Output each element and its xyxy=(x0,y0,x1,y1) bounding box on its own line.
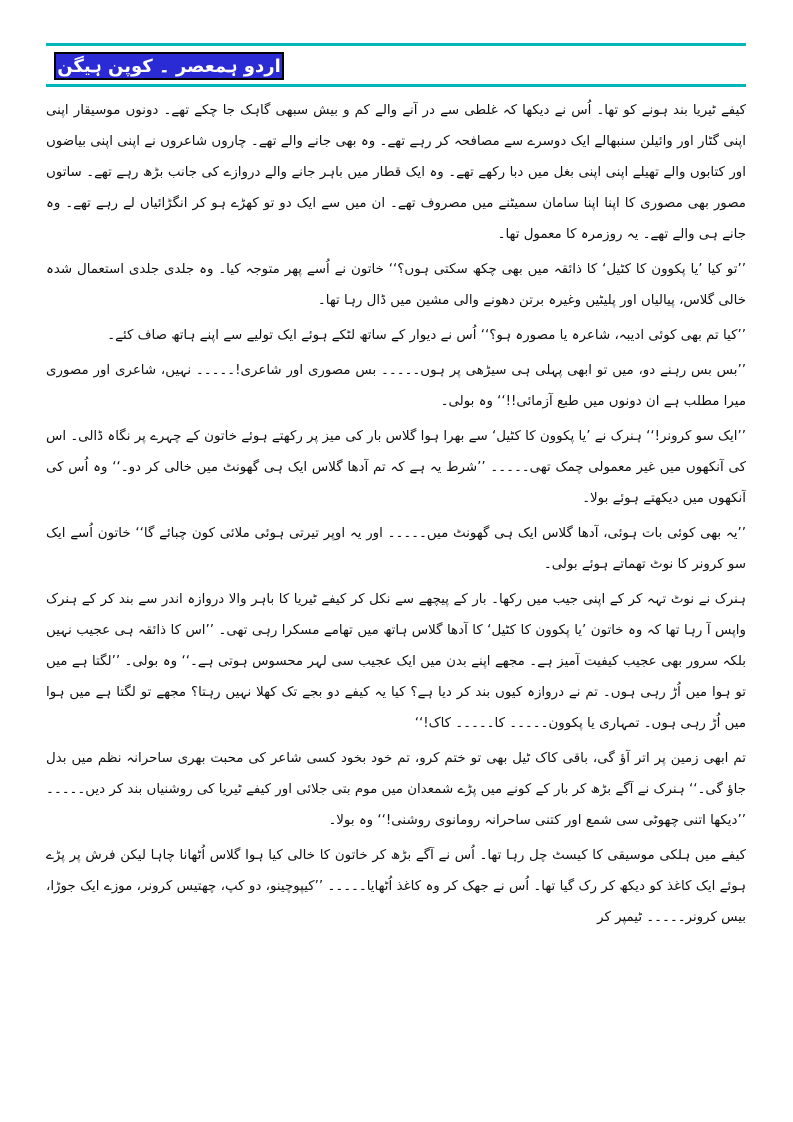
paragraph-6: ’’یہ بھی کوئی بات ہوئی، آدھا گلاس ایک ہی گھونٹ میں۔۔۔۔۔ اور یہ اوپر تیرتی ہوئی ملائی کون چبائے گا‘‘ خاتون اُسے ایک سو کرونر کا نوٹ تھماتے ہوئے بولی۔ xyxy=(46,526,746,572)
paragraph-4: ’’بس بس رہنے دو، میں تو ابھی پہلی ہی سیڑھی پر ہوں۔۔۔۔۔ بس مصوری اور شاعری!۔۔۔۔۔ نہیں، شاعری اور مصوری میرا مطلب ہے ان دونوں میں طبع آزمائی!!‘‘ وہ بولی۔ xyxy=(46,363,746,409)
header-rule-bottom xyxy=(46,84,746,87)
paragraph-9: کیفے میں ہلکی موسیقی کا کیسٹ چل رہا تھا۔ اُس نے آگے بڑھ کر خاتون کا خالی کیا ہوا گلاس اُٹھانا چاہا لیکن فرش پر پڑے ہوئے ایک کاغذ کو دیکھ کر رک گیا تھا۔ اُس نے جھک کر وہ کاغذ اُٹھایا۔۔۔۔۔ ’’کیپوچینو، دو کپ، چھتیس کرونر، موزے ایک جوڑا، بیس کرونر۔۔۔۔۔ ٹیمپر کر xyxy=(46,848,746,925)
header-title-box xyxy=(54,52,284,80)
paragraph-1: کیفے ٹیریا بند ہونے کو تھا۔ اُس نے دیکھا کہ غلطی سے در آنے والے کم و بیش سبھی گاہک جا چکے تھے۔ دونوں موسیقار اپنی اپنی گٹار اور وائیلن سنبھالے ایک دوسرے سے مصافحہ کر رہے تھے۔ وہ بھی جانے والے تھے۔ چاروں شاعروں نے اپنی اپنی بیاضوں اور کتابوں والے تھیلے اپنی اپنی بغل میں دبا رکھے تھے۔ وہ ایک قطار میں باہر جانے والے دروازے کی جانب بڑھ رہے تھے۔ ساتوں مصور بھی مصوری کا اپنا اپنا سامان سمیٹنے میں مصروف تھے۔ ان میں سے ایک دو تو کھڑے ہو کر انگڑائیاں لے رہے تھے۔ وہ جانے ہی والے تھے۔ یہ روزمرہ کا معمول تھا۔ xyxy=(46,103,746,242)
paragraph-5: ’’ایک سو کرونر!‘‘ ہنرک نے ’یا پکوون کا کٹیل‘ سے بھرا ہوا گلاس بار کی میز پر رکھتے ہوئے خاتون کے چہرے پر نگاہ ڈالی۔ اس کی آنکھوں میں غیر معمولی چمک تھی۔۔۔۔۔ ’’شرط یہ ہے کہ تم آدھا گلاس ایک ہی گھونٹ میں خالی کر دو۔‘‘ وہ اُس کی آنکھوں میں دیکھتے ہوئے بولا۔ xyxy=(46,429,746,506)
header-title: اردو ہمعصر ۔ کوپن ہیگن xyxy=(57,55,281,77)
paragraph-7: ہنرک نے نوٹ تہہ کر کے اپنی جیب میں رکھا۔ بار کے پیچھے سے نکل کر کیفے ٹیریا کا باہر والا دروازہ اندر سے بند کر کے ہنرک واپس آ رہا تھا کہ وہ خاتون ’یا پکوون کا کٹیل‘ کا آدھا گلاس ہاتھ میں تھامے مسکرا رہی تھی۔ ’’اس کا ذائقہ ہی عجیب نہیں بلکہ سرور بھی عجیب کیفیت آمیز ہے۔ مجھے اپنے بدن میں ایک عجیب سی لہر محسوس ہوتی ہے۔‘‘ وہ بولی۔ ’’لگتا ہے میں تو ہوا میں اُڑ رہی ہوں۔ تم نے دروازہ کیوں بند کر دیا ہے؟ کیا یہ کیفے دو بجے تک کھلا نہیں رہتا؟ مجھے تو لگتا ہے میں ہوا میں اُڑ رہی ہوں۔ تمہاری یا پکوون۔۔۔۔۔ کا۔۔۔۔۔ کاک!‘‘ xyxy=(46,592,746,731)
page-header xyxy=(46,43,746,87)
paragraph-8: تم ابھی زمین پر اتر آؤ گی، باقی کاک ٹیل بھی تو ختم کرو، تم خود بخود کسی شاعر کی محبت بھری ساحرانہ نظم میں بدل جاؤ گی۔‘‘ ہنرک نے آگے بڑھ کر بار کے کونے میں پڑے شمعدان میں موم بتی جلائی اور کیفے ٹیریا کی روشنیاں بند کر دیں۔۔۔۔۔ ’’دیکھا اتنی چھوٹی سی شمع اور کتنی ساحرانہ رومانوی روشنی!‘‘ وہ بولا۔ xyxy=(46,751,746,828)
paragraph-2: ’’تو کیا ’یا پکوون کا کٹیل‘ کا ذائقہ میں بھی چکھ سکتی ہوں؟‘‘ خاتون نے اُسے پھر متوجہ کیا۔ وہ جلدی جلدی استعمال شدہ خالی گلاس، پیالیاں اور پلیٹیں وغیرہ برتن دھونے والی مشین میں ڈال رہا تھا۔ xyxy=(46,262,746,308)
paragraph-3: ’’کیا تم بھی کوئی ادیبہ، شاعرہ یا مصورہ ہو؟‘‘ اُس نے دیوار کے ساتھ لٹکے ہوئے ایک تولیے سے اپنے ہاتھ صاف کئے۔ xyxy=(107,328,746,343)
header-rule-top xyxy=(46,43,746,46)
story-body xyxy=(46,95,746,1095)
